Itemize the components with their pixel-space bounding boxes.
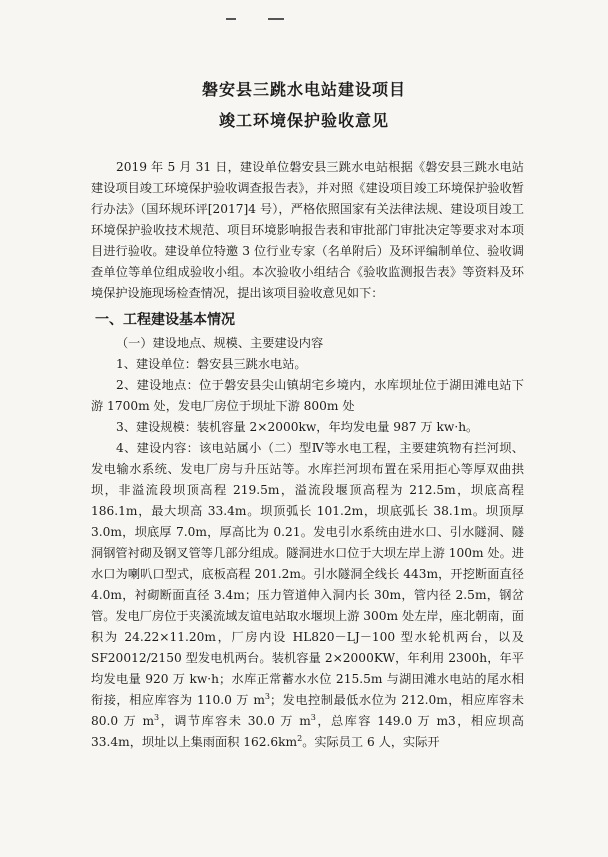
subsection-heading: （一）建设地点、规模、主要建设内容 bbox=[116, 336, 324, 350]
item-content: 4、建设内容：该电站属小（二）型Ⅳ等水电工程，主要建筑物有拦河坝、发电输水系统、发电厂房与升压站等。水库拦河坝布置在采用拒心等厚双曲拱坝，非溢流段坝顶高程 219.5m，溢流段堰顶高程为 212.5m，坝底高程 186.1m，最大坝高 33.4m。坝顶弧长 101.2m，坝底弧长 38.1m。坝顶厚 3.0m，坝底厚 7.0m，厚高比为 0.21。发电引水系统由进水口、引水隧洞、隧洞钢管衬砌及钢叉管等几部分组成。隧洞进水口位于大坝左岸上游 100m 处。进水口为喇叭口型式，底板高程 201.2m。引水隧洞全线长 443m，开挖断面直径 4.0m，衬砌断面直径 3.4m；压力管道伸入洞内长 30m，管内径 2.5m，钢岔管。发电厂房位于夹溪流域友谊电站取水堰坝上游 300m 处左岸，座北朝南，面积为 24.22×11.20m，厂房内设 HL820－LJ－100 型水轮机两台，以及 SF20012/2150 型发电机两台。装机容量 2×2000KW，年利用 2300h，年平均发电量 920 万 kw·h；水库正常蓄水水位 215.5m 与湖田滩水电站的尾水相衔接，相应库容为 110.0 万 $m^3$；发电控制最低水位为 212.0m，相应库容未 80.0 万 $m^3$，调节库容未 30.0 万 $m^3$，总库容 149.0 万 m3，相应坝高 33.4m，坝址以上集雨面积 $162.6km^2$。实际员工 6 人，实际开 bbox=[91, 441, 524, 749]
item-scale: 3、建设规模：装机容量 2×2000kw，年均发电量 987 万 kw·h。 bbox=[116, 420, 479, 434]
document-subtitle: 竣工环境保护验收意见 bbox=[218, 111, 389, 130]
scan-mark bbox=[268, 18, 284, 20]
scan-mark bbox=[226, 18, 236, 20]
item-construction-unit: 1、建设单位：磐安县三跳水电站。 bbox=[116, 357, 307, 371]
document-body bbox=[91, 157, 524, 753]
document-title: 磐安县三跳水电站建设项目 bbox=[201, 80, 406, 99]
item-location: 2、建设地点：位于磐安县尖山镇胡宅乡境内，水库坝址位于湖田滩电站下游 1700m 处，发电厂房位于坝址下游 800m 处 bbox=[91, 378, 524, 413]
section-heading: 一、工程建设基本情况 bbox=[95, 312, 235, 328]
intro-paragraph: 2019 年 5 月 31 日，建设单位磐安县三跳水电站根据《磐安县三跳水电站建设项目竣工环境保护验收调查报告表》，并对照《建设项目竣工环境保护验收暂行办法》（国环规环评[2017]4 号），严格依照国家有关法律法规、建设项目竣工环境保护验收技术规范、项目环境影响报告表和审批部门审批决定等要求对本项目进行验收。建设单位特邀 3 位行业专家（名单附后）及环评编制单位、验收调查单位等单位组成验收小组。本次验收小组结合《验收监测报告表》等资料及环境保护设施现场检查情况，提出该项目验收意见如下： bbox=[91, 160, 524, 300]
